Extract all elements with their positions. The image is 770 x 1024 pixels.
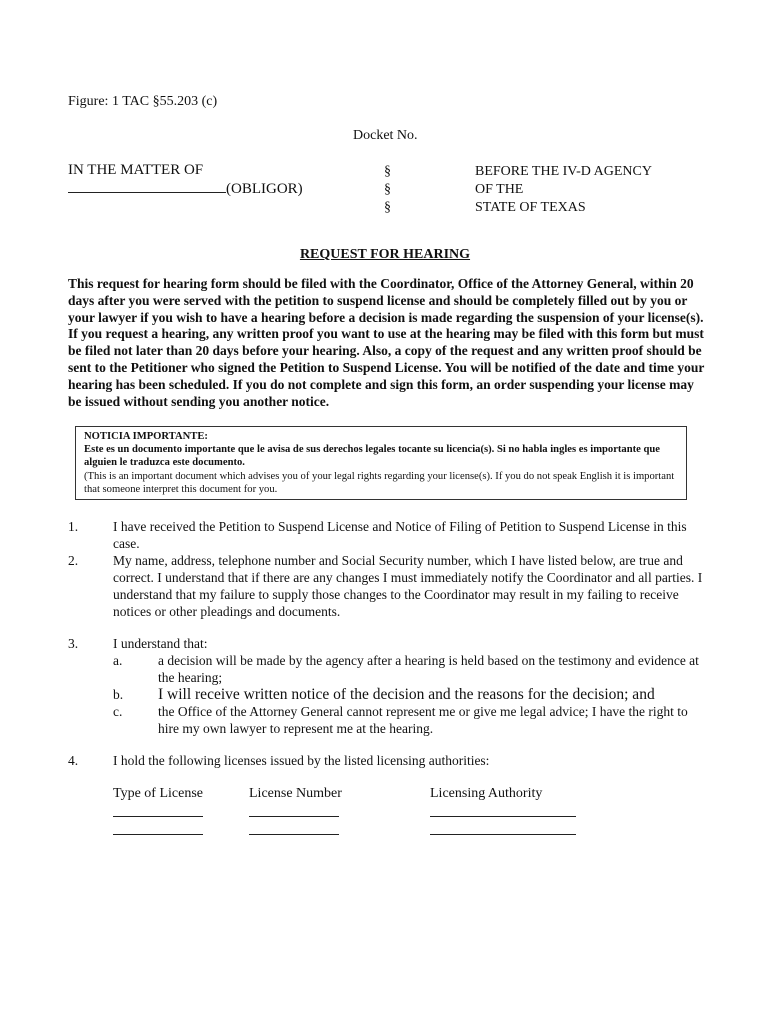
item-number: 3.	[68, 636, 79, 651]
license-type-field[interactable]	[113, 802, 203, 817]
sub-item	[113, 652, 708, 686]
sub-item	[113, 686, 708, 703]
license-type-field[interactable]	[113, 820, 203, 835]
sub-item-letter: c.	[113, 704, 123, 719]
case-caption-left	[68, 161, 303, 198]
notice-english-text: (This is an important document which advises you of your legal rights regarding your license(s). If you do not speak English it is important that someone interpret this document for you.	[84, 470, 675, 495]
list-item	[68, 635, 708, 739]
item-number: 2.	[68, 553, 79, 568]
license-number-field[interactable]	[249, 820, 339, 835]
list-item	[68, 518, 708, 551]
important-notice-box	[75, 426, 687, 500]
notice-spanish-text: Este es un documento importante que le avisa de sus derechos legales tocante su licencia(s). Si no habla ingles es importante que alguien le traduzca este documento.	[84, 444, 660, 469]
in-the-matter-of: IN THE MATTER OF	[68, 162, 204, 178]
section-mark: §	[384, 164, 391, 179]
section-marks	[384, 163, 391, 217]
sub-item-text: a decision will be made by the agency after a hearing is held based on the testimony and evidence at the hearing;	[158, 653, 699, 685]
obligor-name-blank[interactable]	[68, 179, 226, 193]
sub-item-letter: b.	[113, 687, 124, 702]
item-text: I hold the following licenses issued by the listed licensing authorities:	[113, 753, 490, 768]
intro-paragraph: This request for hearing form should be filed with the Coordinator, Office of the Attorney General, within 20 days after you were served with the petition to suspend license and should be completely filled out by you or your lawyer if you wish to have a hearing before a decision is made regarding the suspension of your license(s). If you request a hearing, any written proof you want to use at the hearing may be filed with this form but must be filed not later than 20 days before your hearing. Also, a copy of the request and any written proof should be sent to the Petitioner who signed the Petition to Suspend License. You will be notified of the date and time your hearing has been scheduled. If you do not complete and sign this form, an order suspending your license may be issued without sending you another notice.	[68, 276, 705, 409]
sub-item	[113, 703, 708, 737]
list-item	[68, 752, 708, 772]
obligor-label: (OBLIGOR)	[226, 181, 303, 197]
licenses-table	[0, 786, 770, 846]
section-mark: §	[384, 182, 391, 197]
docket-number-label: Docket No.	[353, 128, 418, 143]
licensing-authority-header: Licensing Authority	[430, 786, 543, 801]
item-text: I have received the Petition to Suspend License and Notice of Filing of Petition to Suspend License in this case.	[113, 519, 687, 551]
agency-line: BEFORE THE IV-D AGENCY	[475, 164, 652, 179]
list-item	[68, 552, 708, 622]
document-title: REQUEST FOR HEARING	[299, 247, 471, 262]
sub-item-text: the Office of the Attorney General cannot represent me or give me legal advice; I have the right to hire my own lawyer to represent me at the hearing.	[158, 704, 688, 736]
item-text: My name, address, telephone number and Social Security number, which I have listed below, are true and correct. I understand that if there are any changes I must immediately notify the Coordinator and all parties. I understand that my failure to supply those changes to the Coordinator may result in my failing to receive notices or other pleadings and documents.	[113, 553, 703, 619]
licensing-authority-field[interactable]	[430, 820, 576, 835]
license-type-header: Type of License	[113, 786, 203, 801]
license-number-field[interactable]	[249, 802, 339, 817]
figure-reference: Figure: 1 TAC §55.203 (c)	[68, 94, 218, 109]
item-number: 4.	[68, 753, 79, 768]
obligor-line	[68, 179, 303, 198]
agency-line: OF THE	[475, 182, 524, 197]
case-caption-right	[475, 163, 652, 217]
sub-item-text: I will receive written notice of the decision and the reasons for the decision; and	[158, 686, 655, 703]
license-number-header: License Number	[249, 786, 342, 801]
notice-heading: NOTICIA IMPORTANTE:	[84, 431, 208, 442]
sub-item-letter: a.	[113, 653, 123, 668]
item-number: 1.	[68, 519, 79, 534]
section-mark: §	[384, 200, 391, 215]
item-content	[113, 635, 708, 737]
licensing-authority-field[interactable]	[430, 802, 576, 817]
agency-line: STATE OF TEXAS	[475, 200, 586, 215]
item-text: I understand that:	[113, 636, 208, 651]
